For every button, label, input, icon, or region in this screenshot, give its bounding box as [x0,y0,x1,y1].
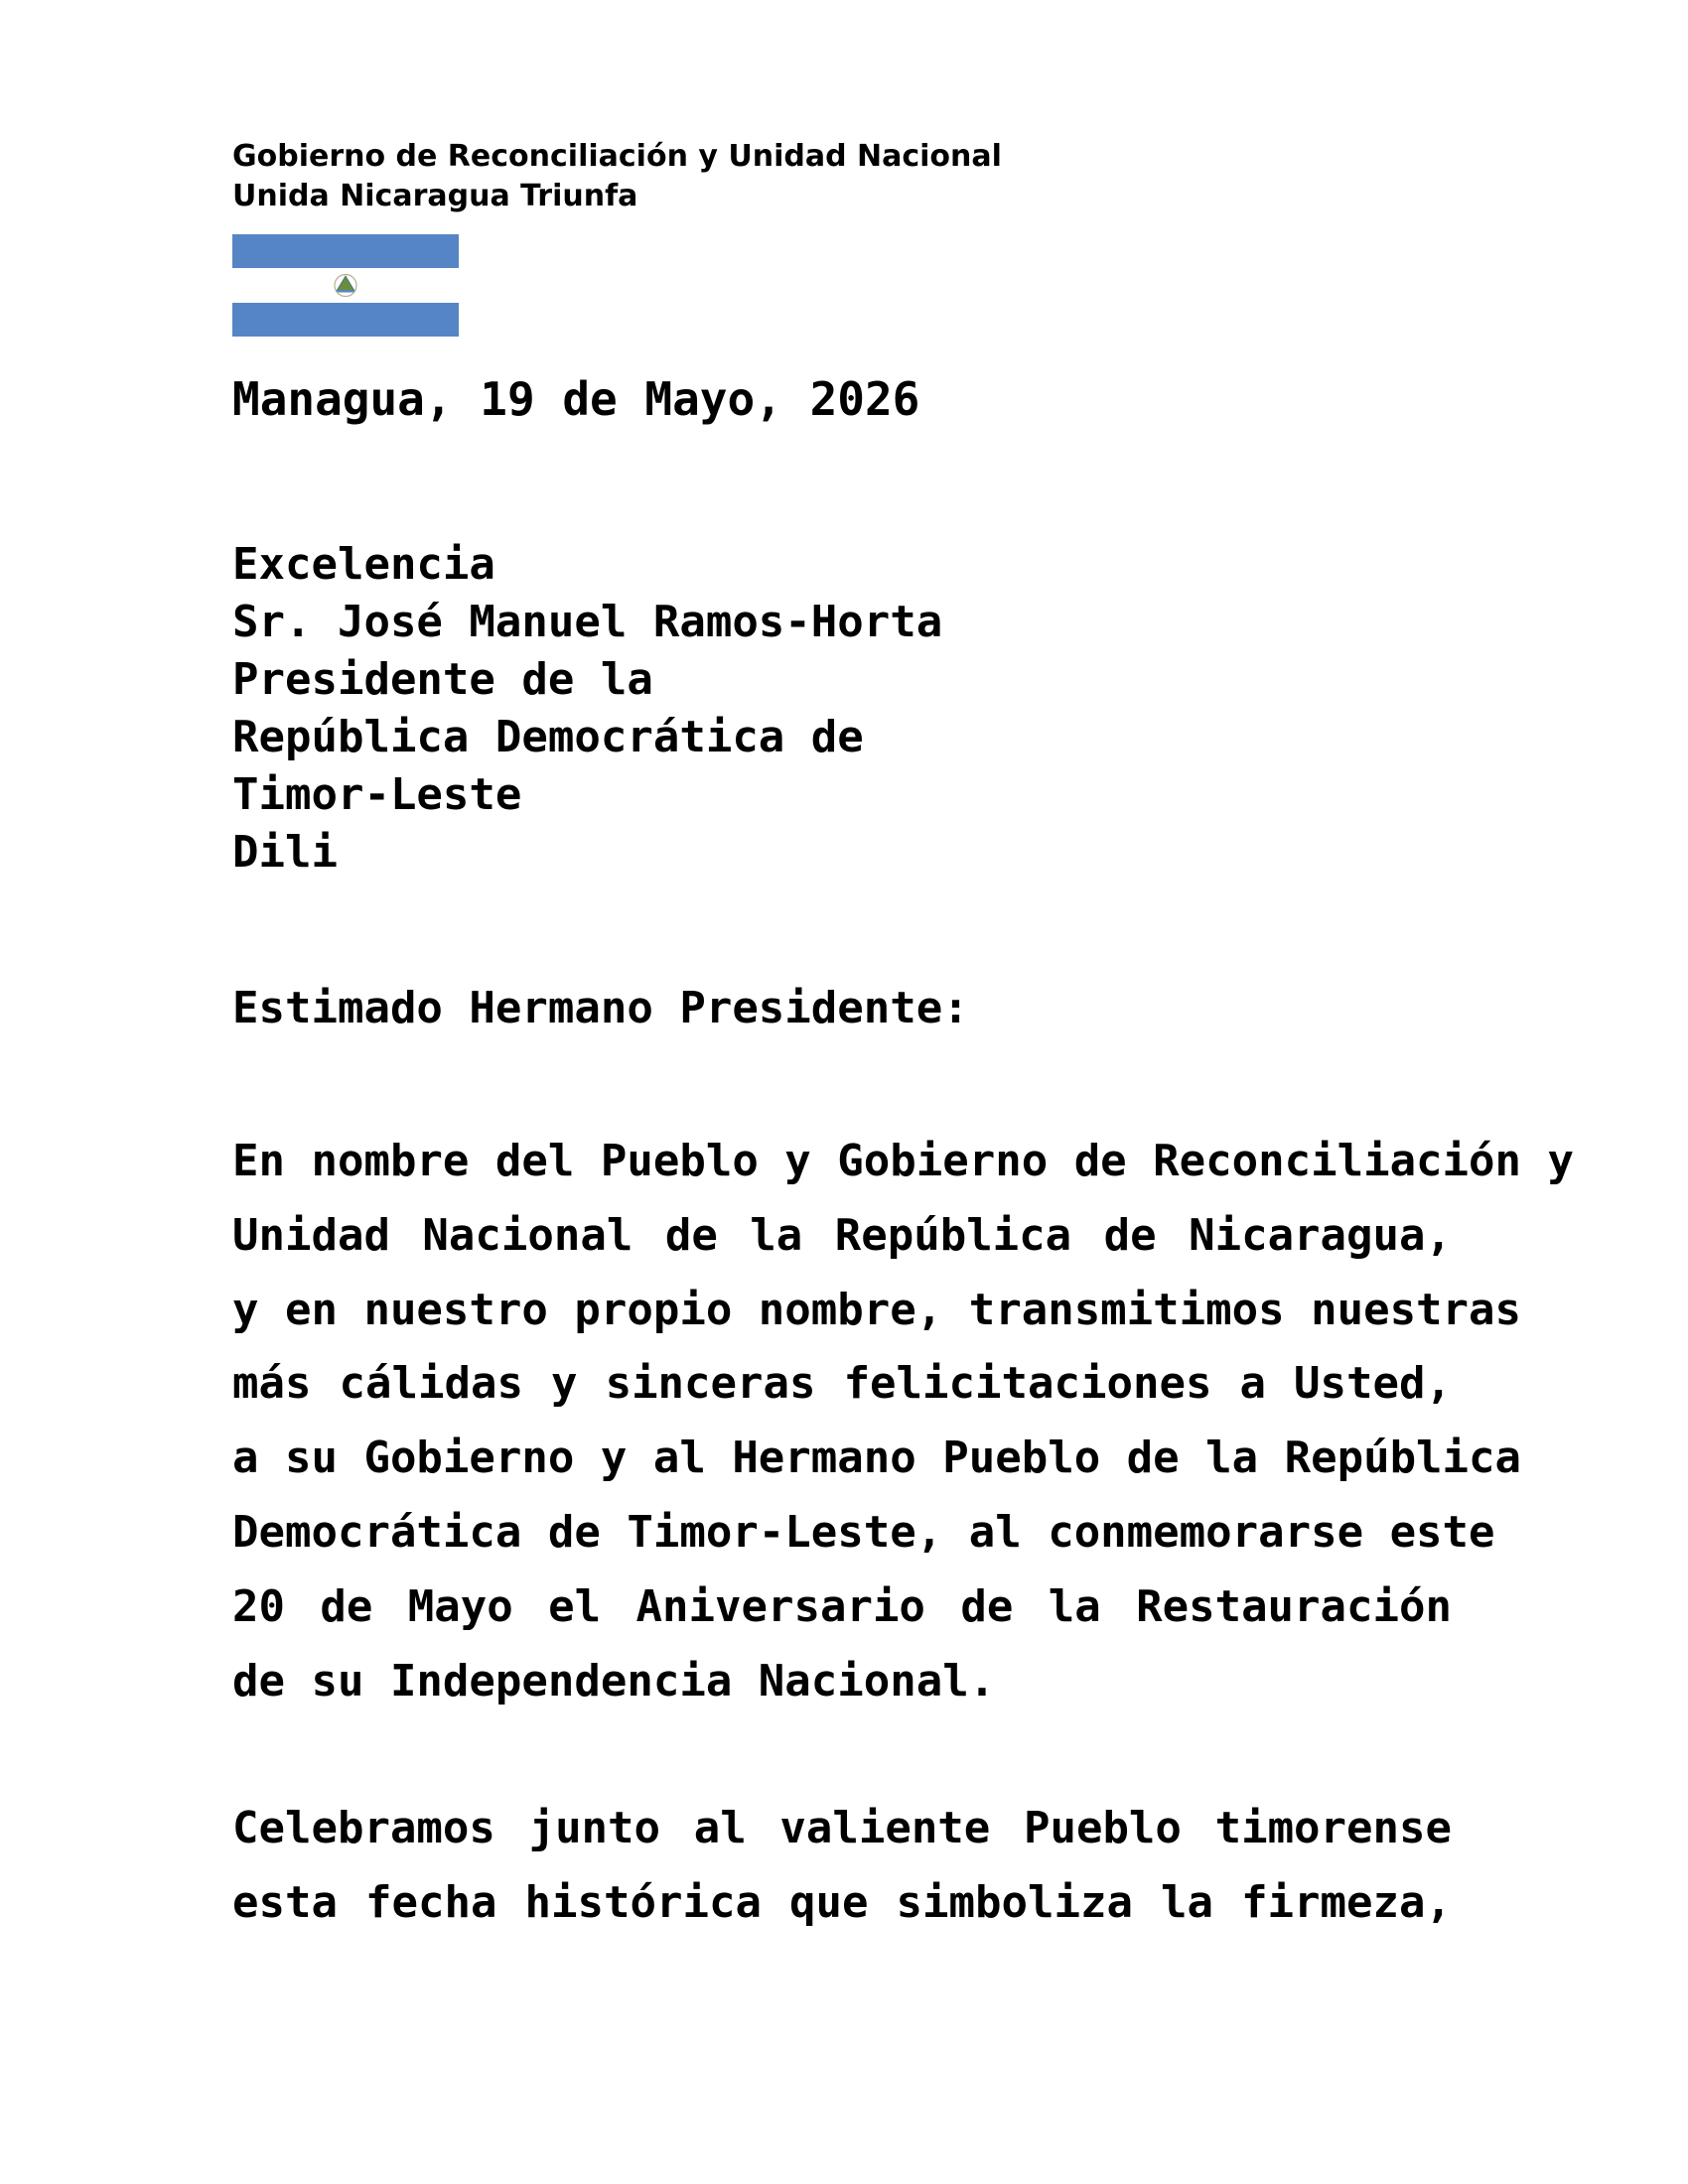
recipient-line: Sr. José Manuel Ramos-Horta [232,597,943,647]
letterhead-government-name: Gobierno de Reconciliación y Unidad Nacional [232,139,1002,174]
recipient-line: Timor-Leste [232,769,522,820]
paragraph-line: Democrática de Timor-Leste, al conmemorarse este [232,1506,1495,1558]
paragraph-line: esta fecha histórica que simboliza la firmeza, [232,1876,1452,1928]
paragraph-line: Celebramos junto al valiente Pueblo timorense [232,1803,1452,1853]
paragraph-line: más cálidas y sinceras felicitaciones a Usted, [232,1358,1452,1410]
recipient-line: Dili [232,827,338,878]
recipient-block [232,536,942,882]
paragraph-line: y en nuestro propio nombre, transmitimos nuestras [232,1284,1522,1335]
body-paragraph [232,1125,1575,1718]
nicaragua-flag-icon [232,234,459,337]
salutation: Estimado Hermano Presidente: [232,983,969,1033]
paragraph-line: 20 de Mayo el Aniversario de la Restauración [232,1580,1452,1632]
letterhead [232,137,1002,216]
recipient-line: Excelencia [232,539,495,590]
paragraph-line: a su Gobierno y al Hermano Pueblo de la República [232,1433,1522,1484]
body-paragraph [232,1792,1452,1941]
letterhead-slogan: Unida Nicaragua Triunfa [232,179,638,213]
recipient-line: República Democrática de [232,712,864,762]
letter-date: Managua, 19 de Mayo, 2026 [232,372,920,426]
paragraph-line: Unidad Nacional de la República de Nicaragua, [232,1209,1452,1261]
recipient-line: Presidente de la [232,654,653,705]
paragraph-line: En nombre del Pueblo y Gobierno de Reconciliación y [232,1136,1575,1186]
paragraph-line: de su Independencia Nacional. [232,1655,996,1706]
